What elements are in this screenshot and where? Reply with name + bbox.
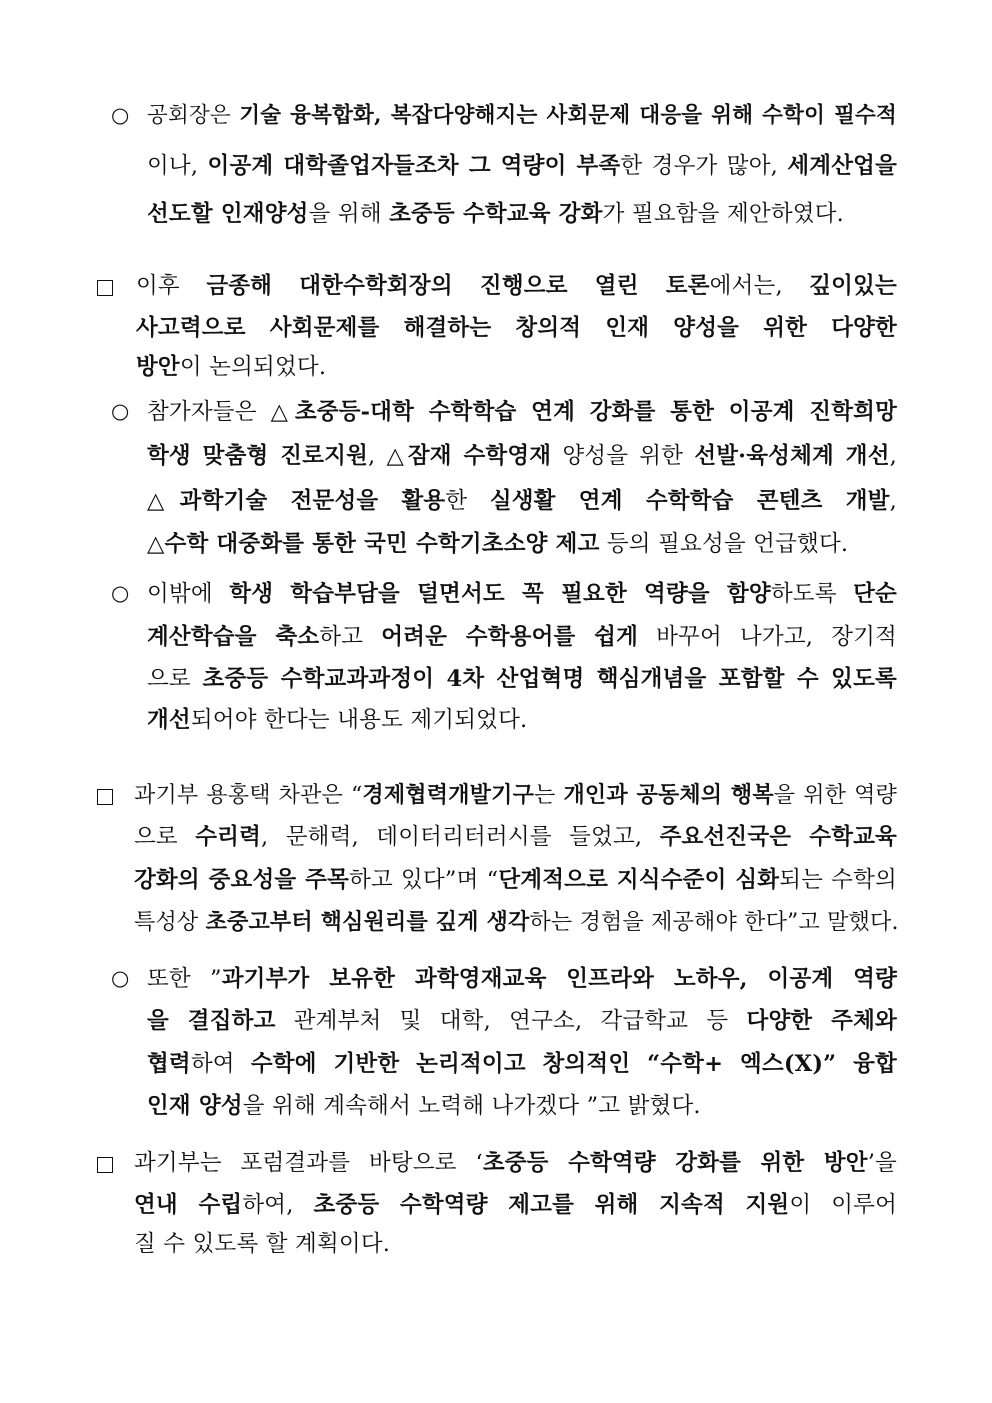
text-run: 하도록 <box>770 581 854 607</box>
text-run: 이 이루어 <box>789 1192 898 1218</box>
text-run: 하고 있다”며 “ <box>349 867 499 893</box>
text-run: 이후 <box>136 273 207 299</box>
bold-text-run: 다양한 주체와 <box>746 1008 897 1034</box>
bold-text-run: 강화의 중요성을 주목 <box>134 867 350 893</box>
bold-text-run: 개선 <box>147 707 191 733</box>
text-run: 는 <box>534 783 564 808</box>
bold-text-run: 계산학습을 축소 <box>147 624 320 650</box>
text-run: 하는 경험을 제공해야 한다”고 말했다. <box>529 910 899 935</box>
paragraph-line <box>147 705 527 735</box>
bold-text-run: 선도할 인재양성 <box>147 201 309 227</box>
text-run: 과기부는 포럼결과를 바탕으로 ‘ <box>134 1150 483 1176</box>
paragraph-line <box>136 271 897 301</box>
text-run: 참가자들은 △ <box>147 399 295 425</box>
bold-text-run: 금종해 대한수학회장의 진행으로 열린 토론 <box>206 273 710 299</box>
bold-text-run: 실생활 연계 수학학습 콘텐츠 개발 <box>489 488 890 514</box>
bold-text-run: 초중등 수학역량 제고를 위해 지속적 지원 <box>313 1192 790 1218</box>
bold-text-run: 초중등-대학 수학학습 연계 강화를 통한 이공계 진학희망 <box>294 399 898 425</box>
paragraph-line <box>134 822 897 852</box>
text-run: 바꾸어 나가고, 장기적 <box>638 624 897 650</box>
bold-text-run: 개인과 공동체의 행복 <box>563 782 774 808</box>
text-run: 또한 ” <box>147 966 222 992</box>
bold-text-run: 학생 학습부담을 덜면서도 꼭 필요한 역량을 함양 <box>229 581 771 607</box>
bold-text-run: 주요선진국은 수학교육 <box>659 824 897 850</box>
bold-text-run: 어려운 수학용어를 쉽게 <box>381 624 639 650</box>
square-bullet-marker <box>97 280 113 296</box>
circle-bullet-marker: ○ <box>111 966 130 990</box>
square-bullet-marker <box>97 789 113 805</box>
paragraph-line <box>147 579 897 609</box>
bold-text-run: 단순 <box>853 581 897 607</box>
text-run: ’을 <box>867 1150 897 1176</box>
paragraph-line <box>134 780 897 811</box>
text-run: 양성을 위한 <box>551 443 695 469</box>
bold-text-run: 학생 맞춤형 진로지원 <box>147 443 369 469</box>
bold-text-run: 이공계 대학졸업자들조차 그 역량이 부족 <box>207 153 621 179</box>
paragraph-line <box>147 486 897 516</box>
text-run: 한 경우가 많아, <box>620 153 788 179</box>
text-run: 으로 <box>147 666 203 692</box>
text-run: 이밖에 <box>147 581 230 607</box>
text-run: 을 위해 <box>308 201 390 227</box>
text-run: 하여 <box>190 1051 251 1077</box>
bold-text-run: 세계산업을 <box>787 153 898 179</box>
text-run: 과기부 용홍택 차관은 “ <box>134 783 363 808</box>
paragraph-line <box>136 313 897 343</box>
text-run: 가 필요함을 제안하였다. <box>602 201 845 227</box>
bold-text-run: 수학에 기반한 논리적이고 창의적인 “수학+ 엑스(X)” 융합 <box>250 1051 897 1077</box>
text-run: , 문해력, 데이터리터러시를 들었고, <box>261 824 660 850</box>
bold-text-run: 초중고부터 핵심원리를 깊게 생각 <box>205 909 530 935</box>
text-run: 특성상 <box>134 910 206 935</box>
bold-text-run: 초중등 수학교육 강화 <box>389 201 603 227</box>
bold-text-run: 수리력 <box>195 824 262 850</box>
text-run: 되는 수학의 <box>779 867 897 893</box>
paragraph-line <box>147 1006 897 1036</box>
text-run: , <box>889 443 897 469</box>
text-run: 이 논의되었다. <box>179 354 327 380</box>
bold-text-run: 과학기술 전문성을 활용 <box>179 488 446 514</box>
text-run: 질 수 있도록 할 계획이다. <box>134 1231 391 1257</box>
text-run: △ <box>147 531 165 557</box>
text-run: △ <box>147 488 180 514</box>
text-run: 을 위해 계속해서 노력해 나가겠다 ”고 밝혔다. <box>242 1093 701 1119</box>
text-run: , <box>889 488 897 514</box>
bold-text-run: 을 결집하고 <box>147 1008 276 1034</box>
paragraph-line <box>136 352 326 382</box>
text-run: 공회장은 <box>147 103 240 128</box>
text-run: 등의 필요성을 언급했다. <box>599 531 849 557</box>
paragraph-line <box>147 1091 701 1121</box>
text-run: 에서는, <box>709 273 810 299</box>
circle-bullet-marker: ○ <box>111 399 130 423</box>
text-run: 한 <box>445 488 490 514</box>
paragraph-line <box>147 529 848 559</box>
paragraph-line <box>147 397 897 427</box>
bold-text-run: 경제협력개발기구 <box>362 782 535 808</box>
paragraph-line <box>147 101 897 131</box>
paragraph-line <box>147 441 897 471</box>
paragraph-line <box>147 1049 897 1079</box>
paragraph-line <box>134 1229 390 1259</box>
bold-text-run: 연내 수립 <box>134 1192 243 1218</box>
bold-text-run: 깊이있는 <box>809 273 897 299</box>
text-run: 을 위한 역량 <box>773 783 897 808</box>
bold-text-run: 과기부가 보유한 과학영재교육 인프라와 노하우, 이공계 역량 <box>221 966 898 992</box>
square-bullet-marker <box>97 1157 113 1173</box>
circle-bullet-marker: ○ <box>111 581 130 605</box>
bold-text-run: 초중등 수학교과과정이 4차 산업혁명 핵심개념을 포함할 수 있도록 <box>202 666 897 692</box>
paragraph-line <box>134 907 899 938</box>
text-run: 하여, <box>242 1192 314 1218</box>
text-run: , △ <box>368 443 408 469</box>
paragraph-line <box>147 199 844 229</box>
bold-text-run: 방안 <box>136 354 180 380</box>
bold-text-run: 초중등 수학역량 강화를 위한 방안 <box>482 1150 868 1176</box>
bold-text-run: 인재 양성 <box>147 1093 243 1119</box>
bold-text-run: 기술 융복합화, 복잡다양해지는 사회문제 대응을 위해 수학이 필수적 <box>239 103 897 128</box>
bold-text-run: 수학 대중화를 통한 국민 수학기초소양 제고 <box>164 531 600 557</box>
paragraph-line <box>134 1148 897 1178</box>
paragraph-line <box>147 151 897 181</box>
text-run: 관계부처 및 대학, 연구소, 각급학교 등 <box>275 1008 747 1034</box>
paragraph-line <box>147 622 897 652</box>
bold-text-run: 협력 <box>147 1051 191 1077</box>
circle-bullet-marker: ○ <box>111 103 130 127</box>
bold-text-run: 단계적으로 지식수준이 심화 <box>498 867 780 893</box>
paragraph-line <box>134 865 897 895</box>
bold-text-run: 잠재 수학영재 <box>407 443 552 469</box>
paragraph-line <box>134 1190 897 1220</box>
bold-text-run: 선발·육성체계 개선 <box>694 443 890 469</box>
text-run: 하고 <box>319 624 382 650</box>
text-run: 으로 <box>134 824 196 850</box>
paragraph-line <box>147 664 897 694</box>
bold-text-run: 사고력으로 사회문제를 해결하는 창의적 인재 양성을 위한 다양한 <box>136 315 897 341</box>
text-run: 이나, <box>147 153 208 179</box>
text-run: 되어야 한다는 내용도 제기되었다. <box>190 707 528 733</box>
paragraph-line <box>147 964 897 994</box>
